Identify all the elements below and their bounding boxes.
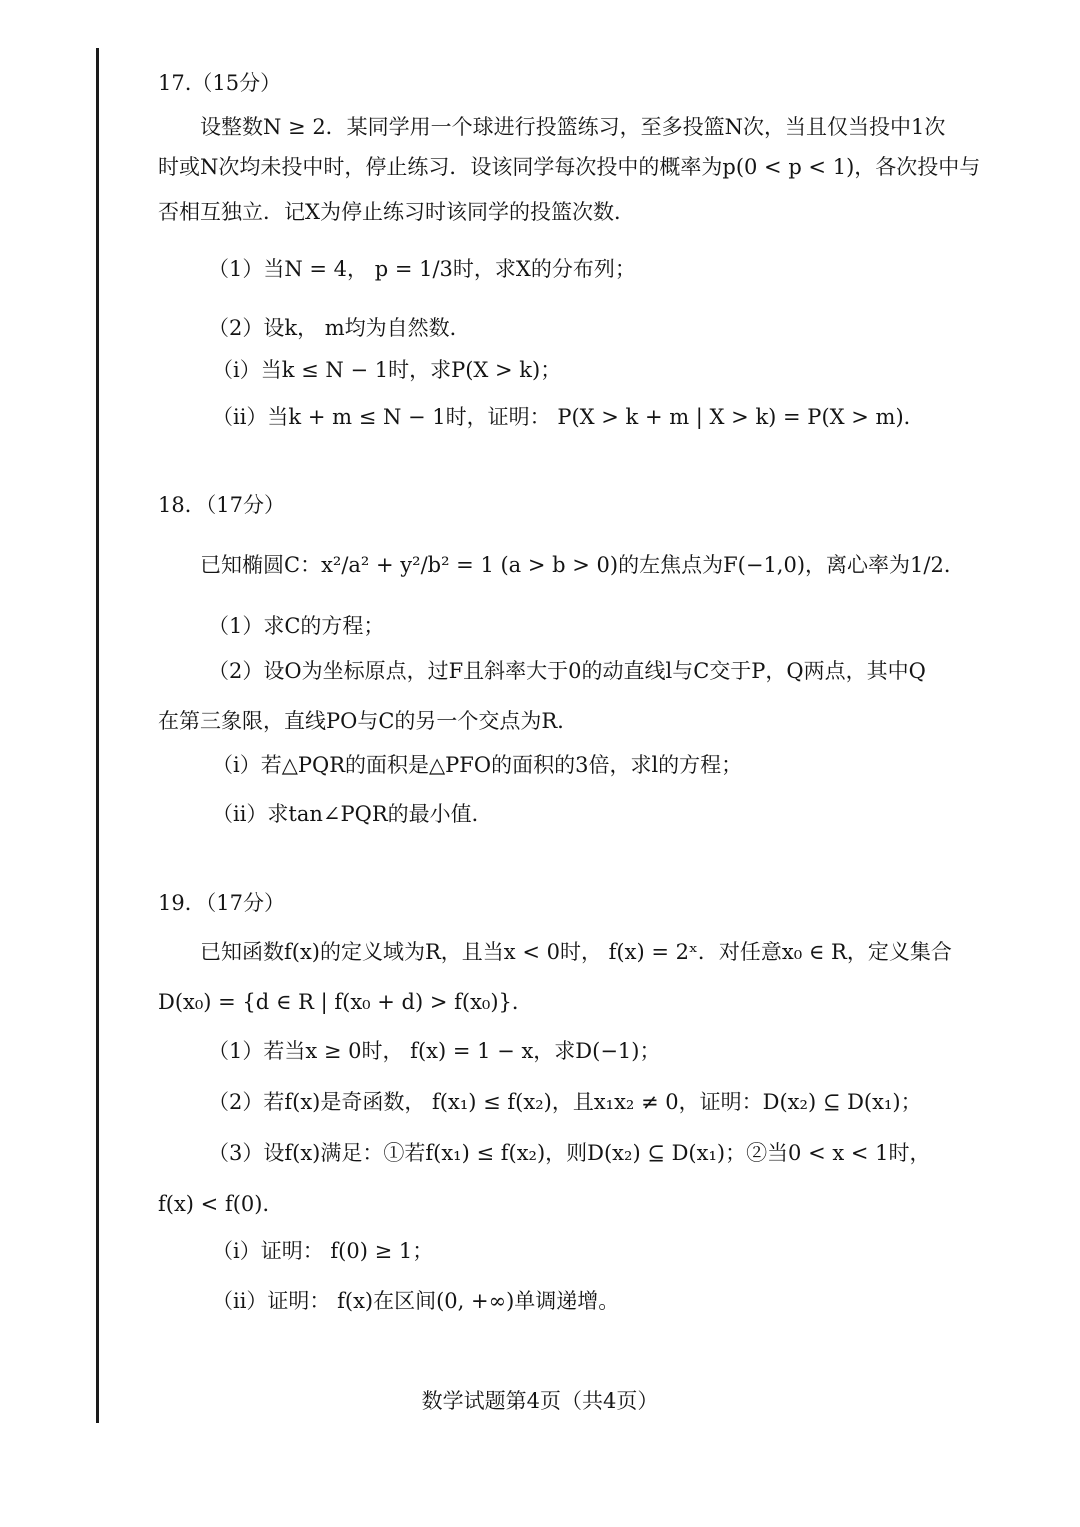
question-17-stem-line-1: 设整数N ≥ 2．某同学用一个球进行投篮练习，至多投篮N次，当且仅当投中1次	[200, 115, 946, 139]
question-19-part-3-line-1: （3）设f(x)满足：①若f(x₁) ≤ f(x₂)，则D(x₂) ⊆ D(x₁)；②当0 < x < 1时，	[208, 1141, 931, 1165]
question-17-stem-line-3: 否相互独立．记X为停止练习时该同学的投篮次数．	[158, 200, 635, 224]
question-17-stem-line-2: 时或N次均未投中时，停止练习．设该同学每次投中的概率为p(0 < p < 1)，各次投中与	[158, 155, 981, 179]
question-18-part-2-i: （ⅰ）若△PQR的面积是△PFO的面积的3倍，求l的方程；	[212, 753, 743, 777]
question-19-part-3-ii: （ⅱ）证明： f(x)在区间(0, +∞)单调递增。	[212, 1289, 620, 1313]
question-18-part-2-line-2: 在第三象限，直线PO与C的另一个交点为R．	[158, 709, 579, 733]
question-19-part-2: （2）若f(x)是奇函数， f(x₁) ≤ f(x₂)，且x₁x₂ ≠ 0，证明：D(x₂) ⊆ D(x₁)；	[208, 1090, 922, 1114]
question-18-header: 18．（17分）	[158, 493, 285, 517]
question-17-part-2: （2）设k， m均为自然数．	[208, 316, 471, 340]
page-footer: 数学试题第4页（共4页）	[421, 1389, 659, 1413]
question-18-part-2-ii: （ⅱ）求tan∠PQR的最小值．	[212, 802, 493, 826]
question-17-part-2-i: （ⅰ）当k ≤ N − 1时，求P(X > k)；	[212, 358, 562, 382]
question-18-stem: 已知椭圆C：x²/a² + y²/b² = 1 (a > b > 0)的左焦点为F(−1,0)，离心率为1/2．	[200, 553, 965, 577]
question-19-stem-line-1: 已知函数f(x)的定义域为R，且当x < 0时， f(x) = 2ˣ．对任意x₀ ∈ R，定义集合	[200, 940, 952, 964]
question-18-part-1: （1）求C的方程；	[208, 614, 385, 638]
question-17-header: 17.（15分）	[158, 71, 282, 95]
question-19-part-3-i: （ⅰ）证明： f(0) ≥ 1；	[212, 1239, 434, 1263]
binding-margin-line	[96, 48, 99, 1423]
question-17-part-2-ii: （ⅱ）当k + m ≤ N − 1时，证明： P(X > k + m | X > k) = P(X > m)．	[212, 405, 925, 429]
question-18-part-2-line-1: （2）设O为坐标原点，过F且斜率大于0的动直线l与C交于P，Q两点，其中Q	[208, 659, 926, 683]
question-19-part-3-line-2: f(x) < f(0)．	[158, 1192, 284, 1216]
question-17-part-1: （1）当N = 4， p = 1/3时，求X的分布列；	[208, 257, 636, 281]
question-19-part-1: （1）若当x ≥ 0时， f(x) = 1 − x，求D(−1)；	[208, 1039, 661, 1063]
question-19-header: 19．（17分）	[158, 891, 285, 915]
question-19-stem-line-2: D(x₀) = {d ∈ R | f(x₀ + d) > f(x₀)}．	[158, 990, 533, 1014]
